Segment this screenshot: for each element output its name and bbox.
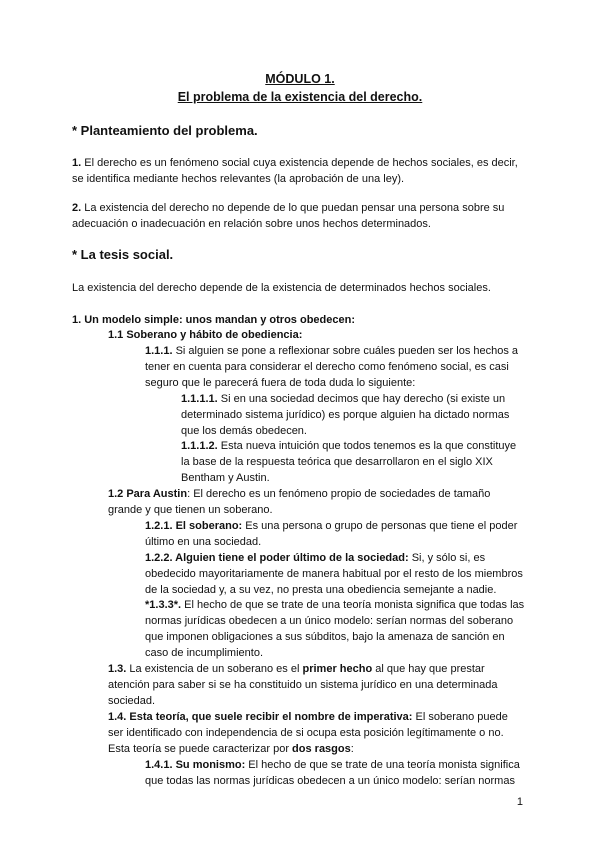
outline-item-1-4-1: 1.4.1. Su monismo: El hecho de que se trate de una teoría monista significa que todas las normas jurídicas obedecen a un único modelo: serían normas: [145, 759, 520, 787]
outline-item-1: 1. Un modelo simple: unos mandan y otros obedecen:: [72, 314, 355, 326]
outline-item-1-1-1-1: 1.1.1.1. Si en una sociedad decimos que hay derecho (si existe un determinado sistema jurídico) es porque alguien ha dictado normas que los demás obedecen.: [181, 393, 510, 437]
outline-number: 1.2 Para Austin: [108, 488, 188, 500]
paragraph-1-line-1: 1. El derecho es un fenómeno social cuya existencia depende de hechos sociales, es decir,: [72, 157, 518, 169]
outline-item-1-1-1-2: 1.1.1.2. Esta nueva intuición que todos tenemos es la que constituye la base de la respuesta teórica que desarrollaron en el siglo XIX Bentham y Austin.: [181, 440, 517, 484]
module-title: MÓDULO 1.: [265, 72, 335, 86]
paragraph-1-line-2: se identifica mediante hechos relevantes (la aprobación de una ley).: [72, 173, 405, 185]
page-number: 1: [516, 796, 523, 808]
outline-item-1-2-1: 1.2.1. El soberano: Es una persona o grupo de personas que tiene el poder último en una sociedad.: [145, 520, 518, 548]
outline-number: 1.1.1.: [145, 345, 173, 357]
outline-item-1-1-1: 1.1.1. Si alguien se pone a reflexionar sobre cuáles pueden ser los hechos a tener en cuenta para considerar el derecho como fenómeno social, es casi seguro que le parecerá fuera de toda duda lo siguiente:: [145, 345, 519, 389]
paragraph-1-number: 1.: [72, 157, 82, 169]
outline-number: 1.4. Esta teoría, que suele recibir el nombre de imperativa:: [108, 711, 413, 723]
outline-item-1-1: 1.1 Soberano y hábito de obediencia:: [108, 329, 303, 341]
emphasis-primer-hecho: primer hecho: [302, 663, 373, 675]
outline-item-1-2: 1.2 Para Austin: El derecho es un fenómeno propio de sociedades de tamaño grande y que tienen un soberano.: [108, 488, 491, 516]
outline-number: 1.1.1.2.: [181, 440, 218, 452]
outline-item-1-4: 1.4. Esta teoría, que suele recibir el nombre de imperativa: El soberano puede ser identificado con independencia de si ocupa esta posición legítimamente o no. Esta teoría se puede caracterizar por dos rasgos:: [108, 711, 508, 755]
module-subtitle: El problema de la existencia del derecho.: [177, 90, 423, 104]
outline-item-1-2-2: 1.2.2. Alguien tiene el poder último de la sociedad: Si, y sólo si, es obedecido mayoritariamente de manera habitual por el resto de los miembros de la sociedad y, a su vez, no presta una obediencia semejante a nadie.: [145, 552, 523, 596]
outline-item-1-3: 1.3. La existencia de un soberano es el primer hecho al que hay que prestar atención para saber si se ha constituido un sistema jurídico en una determinada sociedad.: [108, 663, 498, 707]
paragraph-2: [72, 200, 504, 232]
paragraph-3: La existencia del derecho depende de la existencia de determinados hechos sociales.: [72, 282, 491, 294]
paragraph-2-line-1: 2. La existencia del derecho no depende de lo que puedan pensar una persona sobre su: [72, 202, 505, 214]
paragraph-2-line-2: adecuación o inadecuación en relación sobre unos hechos determinados.: [72, 218, 431, 230]
section-heading-tesis-social: * La tesis social.: [72, 247, 174, 262]
outline-number: 1.4.1. Su monismo:: [145, 759, 246, 771]
outline-number: *1.3.3*.: [145, 599, 182, 611]
outline-item-1-3-3: *1.3.3*. El hecho de que se trate de una teoría monista significa que todas las normas jurídicas obedecen a un único modelo: serían normas del soberano que imponen obligaciones a sus súbditos, bajo la amenaza de sanción en caso de incumplimiento.: [145, 599, 525, 659]
paragraph-2-number: 2.: [72, 202, 82, 214]
outline-number: 1.1.1.1.: [181, 393, 218, 405]
outline-number: 1.2.1. El soberano:: [145, 520, 243, 532]
emphasis-dos-rasgos: dos rasgos: [292, 743, 351, 755]
section-heading-planteamiento: * Planteamiento del problema.: [72, 123, 258, 138]
outline-number: 1.3.: [108, 663, 127, 675]
paragraph-1: [72, 155, 518, 187]
outline-number: 1.2.2. Alguien tiene el poder último de la sociedad:: [145, 552, 409, 564]
